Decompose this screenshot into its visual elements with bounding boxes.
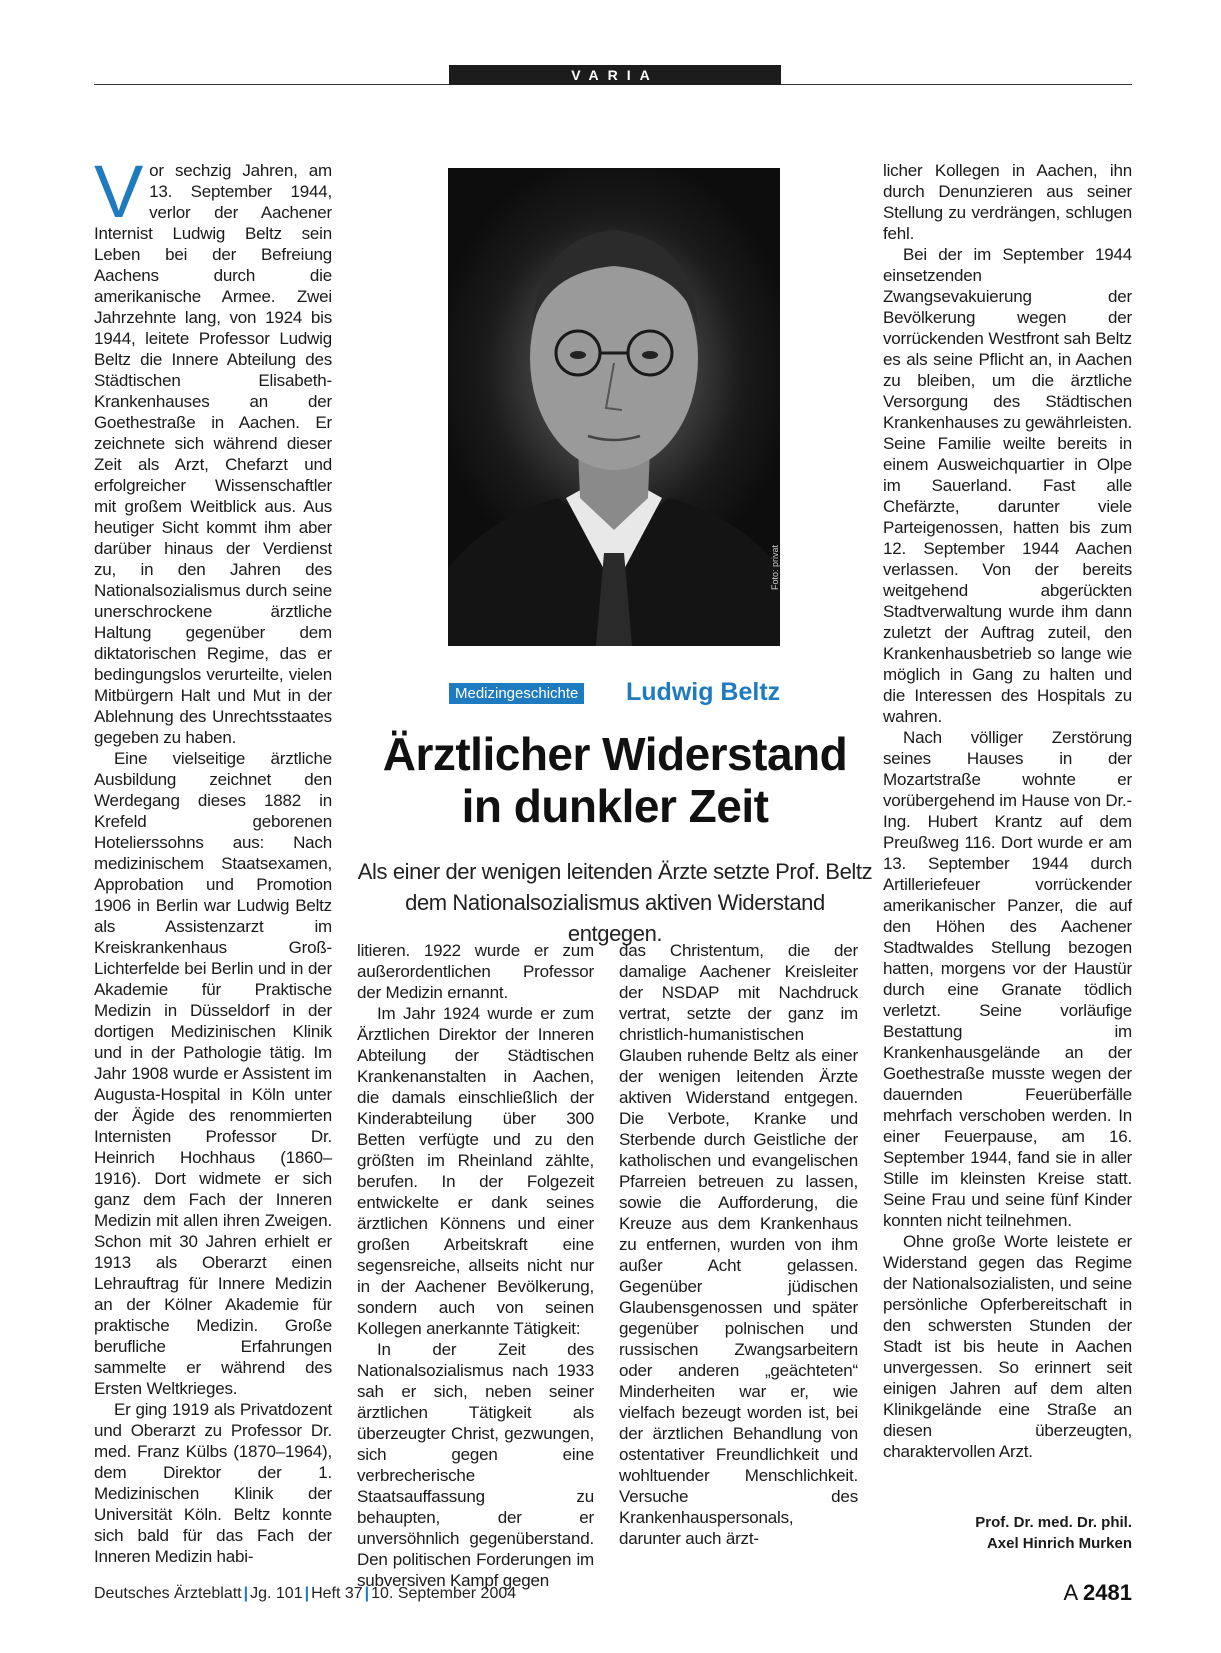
paragraph: das Christentum, die der damalige Aachener Kreisleiter der NSDAP mit Nachdruck vertrat, setzte der ganz im christlich-humanistischen Glauben ruhende Beltz als einer der wenigen leitenden Ärzte aktiven Widerstand entgegen. Die Verbote, Kranke und Sterbende durch Geistliche der katholischen und evangelischen Pfarreien betreuen zu lassen, sowie die Aufforderung, die Kreuze aus dem Krankenhaus zu entfernen, wurden von ihm außer Acht gelassen. Gegenüber jüdischen Glaubensgenossen und später gegenüber polnischen und russischen Zwangsarbeitern oder anderen „geächteten“ Minderheiten war er, wie vielfach bezeugt worden ist, bei der ärztlichen Behandlung von ostentativer Freundlichkeit und wohltuender Menschlichkeit. Versuche des Krankenhauspersonals, darunter auch ärzt- — [619, 941, 858, 1548]
drop-cap: V — [94, 150, 144, 233]
lead-line: Als einer der wenigen leitenden Ärzte setzte Prof. Beltz — [357, 859, 873, 884]
issue: Heft 37 — [311, 1585, 363, 1602]
paragraph: licher Kollegen in Aachen, ihn durch Denunzieren aus seiner Stellung zu verdrängen, schlugen fehl. — [883, 161, 1132, 243]
paragraph: In der Zeit des Nationalsozialismus nach 1933 sah er sich, neben seiner ärztlichen Tätigkeit als überzeugter Christ, gezwungen, sich gegen eine verbrecherische Staatsauffassung zu behaupten, der er unversöhnlich gegenüberstand. Den politischen Forderungen im subversiven Kampf gegen — [357, 1340, 594, 1590]
author-name: Axel Hinrich Murken — [986, 1535, 1132, 1552]
photo-credit: Foto: privat — [770, 544, 780, 590]
footer-separator: | — [304, 1585, 310, 1602]
author-title: Prof. Dr. med. Dr. phil. — [975, 1514, 1132, 1531]
paragraph: Nach völliger Zerstörung seines Hauses in der Mozartstraße wohnte er vorübergehend im Hause von Dr.-Ing. Hubert Krantz auf dem Preußweg 116. Dort wurde er am 13. September 1944 durch Artilleriefeuer vorrückender amerikanischer Panzer, die auf den Höhen des Aachener Stadtwaldes Stellung bezogen hatten, morgens vor der Haustür durch eine Granate tödlich verletzt. Seine vorläufige Bestattung im Krankenhausgelände an der Goethestraße musste wegen der dauernden Feuerüberfälle mehrfach verschoben werden. In einer Feuerpause, am 16. September 1944, fand sie in aller Stille im kleinsten Kreise statt. Seine Frau und seine fünf Kinder konnten nicht teilnehmen. — [883, 728, 1132, 1230]
article-column-3 — [619, 940, 858, 1549]
page-number: A 2481 — [1063, 1580, 1132, 1605]
headline-line: in dunkler Zeit — [461, 780, 769, 832]
footer-separator: | — [243, 1585, 249, 1602]
portrait-illustration — [448, 168, 780, 646]
section-label: VARIA — [449, 65, 781, 85]
headline-line: Ärztlicher Widerstand — [382, 728, 848, 780]
paragraph: Eine vielseitige ärztliche Ausbildung zeichnet den Werdegang dieses 1882 in Krefeld geborenen Hotelierssohns aus: Nach medizinischem Staatsexamen, Approbation und Promotion 1906 in Berlin war Ludwig Beltz als Assistenzarzt im Kreiskrankenhaus Groß-Lichterfelde bei Berlin und in der Akademie für Praktische Medizin in Düsseldorf in der dortigen Medizinischen Klinik und in der Pathologie tätig. Im Jahr 1908 wurde er Assistent im Augusta-Hospital in Köln unter der Ägide des renommierten Internisten Professor Dr. Heinrich Hochhaus (1860–1916). Dort widmete er sich ganz dem Fach der Inneren Medizin mit allen ihren Zweigen. Schon mit 30 Jahren erhielt er 1913 als Oberarzt einen Lehrauftrag für Innere Medizin an der Kölner Akademie für praktische Medizin. Große berufliche Erfahrungen sammelte er während des Ersten Weltkrieges. — [94, 749, 332, 1398]
paragraph: litieren. 1922 wurde er zum außerordentlichen Professor der Medizin ernannt. — [357, 941, 594, 1002]
issue-date: 10. September 2004 — [371, 1585, 517, 1602]
paragraph: Im Jahr 1924 wurde er zum Ärztlichen Direktor der Inneren Abteilung der Städtischen Krankenanstalten in Aachen, die damals einschließlich der Kinderabteilung über 300 Betten verfügte und zu den größten im Rheinland zählte, berufen. In der Folgezeit entwickelte er dank seines ärztlichen Könnens und einer großen Arbeitskraft eine segensreiche, allseits nicht nur in der Aachener Bevölkerung, sondern auch von seinen Kollegen anerkannte Tätigkeit: — [357, 1004, 594, 1338]
paragraph: Vor sechzig Jahren, am 13. September 1944, verlor der Aachener Internist Ludwig Beltz sein Leben bei der Befreiung Aachens durch die amerikanische Armee. Zwei Jahrzehnte lang, von 1924 bis 1944, leitete Professor Ludwig Beltz die Innere Abteilung des Städtischen Elisabeth-Krankenhauses an der Goethestraße in Aachen. Er zeichnete sich während dieser Zeit als Arzt, Chefarzt und erfolgreicher Wissenschaftler mit großem Weitblick aus. Aus heutiger Sicht kommt ihm aber darüber hinaus der Verdienst zu, in den Jahren des Nationalsozialismus durch seine unerschrockene ärztliche Haltung gegenüber dem diktatorischen Regime, das er bedingungslos verurteilte, vielen Mitbürgern Halt und Mut in der Ablehnung des Unrechtsstaates gegeben zu haben. — [94, 150, 332, 747]
page-footer — [94, 1585, 516, 1603]
paragraph: Bei der im September 1944 einsetzenden Zwangsevakuierung der Bevölkerung wegen der vorrückenden Westfront sah Beltz es als seine Pflicht an, in Aachen zu bleiben, um die ärztliche Versorgung des Städtischen Krankenhauses zu gewährleisten. Seine Familie weilte bereits in einem Ausweichquartier in Olpe im Sauerland. Fast alle Chefärzte, darunter viele Parteigenossen, hatten bis zum 12. September 1944 Aachen verlassen. Von der bereits weitgehend abgerückten Stadtverwaltung wurde ihm dann zuletzt der Auftrag zuteil, den Krankenhausbetrieb so lange wie möglich in Gang zu halten und die Interessen des Hospitals zu wahren. — [883, 245, 1132, 726]
journal-name: Deutsches Ärzteblatt — [94, 1585, 242, 1602]
article-column-2 — [357, 940, 594, 1591]
article-column-1 — [94, 150, 332, 1567]
lead-line: dem Nationalsozialismus aktiven Widerstand entgegen. — [405, 890, 825, 946]
article-lead — [356, 856, 874, 949]
article-headline — [360, 728, 870, 832]
rubric-badge: Medizingeschichte — [449, 683, 584, 704]
paragraph: Ohne große Worte leistete er Widerstand gegen das Regime der Nationalsozialisten, und seine persönliche Opferbereitschaft in den schwersten Stunden der Stadt ist bis heute in Aachen unvergessen. So erinnert seit einigen Jahren auf dem alten Klinikgelände eine Straße an diesen überzeugten, charaktervollen Arzt. — [883, 1232, 1132, 1461]
volume: Jg. 101 — [250, 1585, 303, 1602]
paragraph: Er ging 1919 als Privatdozent und Oberarzt zu Professor Dr. med. Franz Külbs (1870–1964), dem Direktor der 1. Medizinischen Klinik der Universität Köln. Beltz konnte sich bald für das Fach der Inneren Medizin habi- — [94, 1400, 332, 1566]
article-subhead: Ludwig Beltz — [626, 678, 781, 706]
portrait-photo — [448, 168, 780, 646]
article-column-4 — [883, 160, 1132, 1462]
author-byline — [900, 1512, 1132, 1554]
footer-separator: | — [364, 1585, 370, 1602]
